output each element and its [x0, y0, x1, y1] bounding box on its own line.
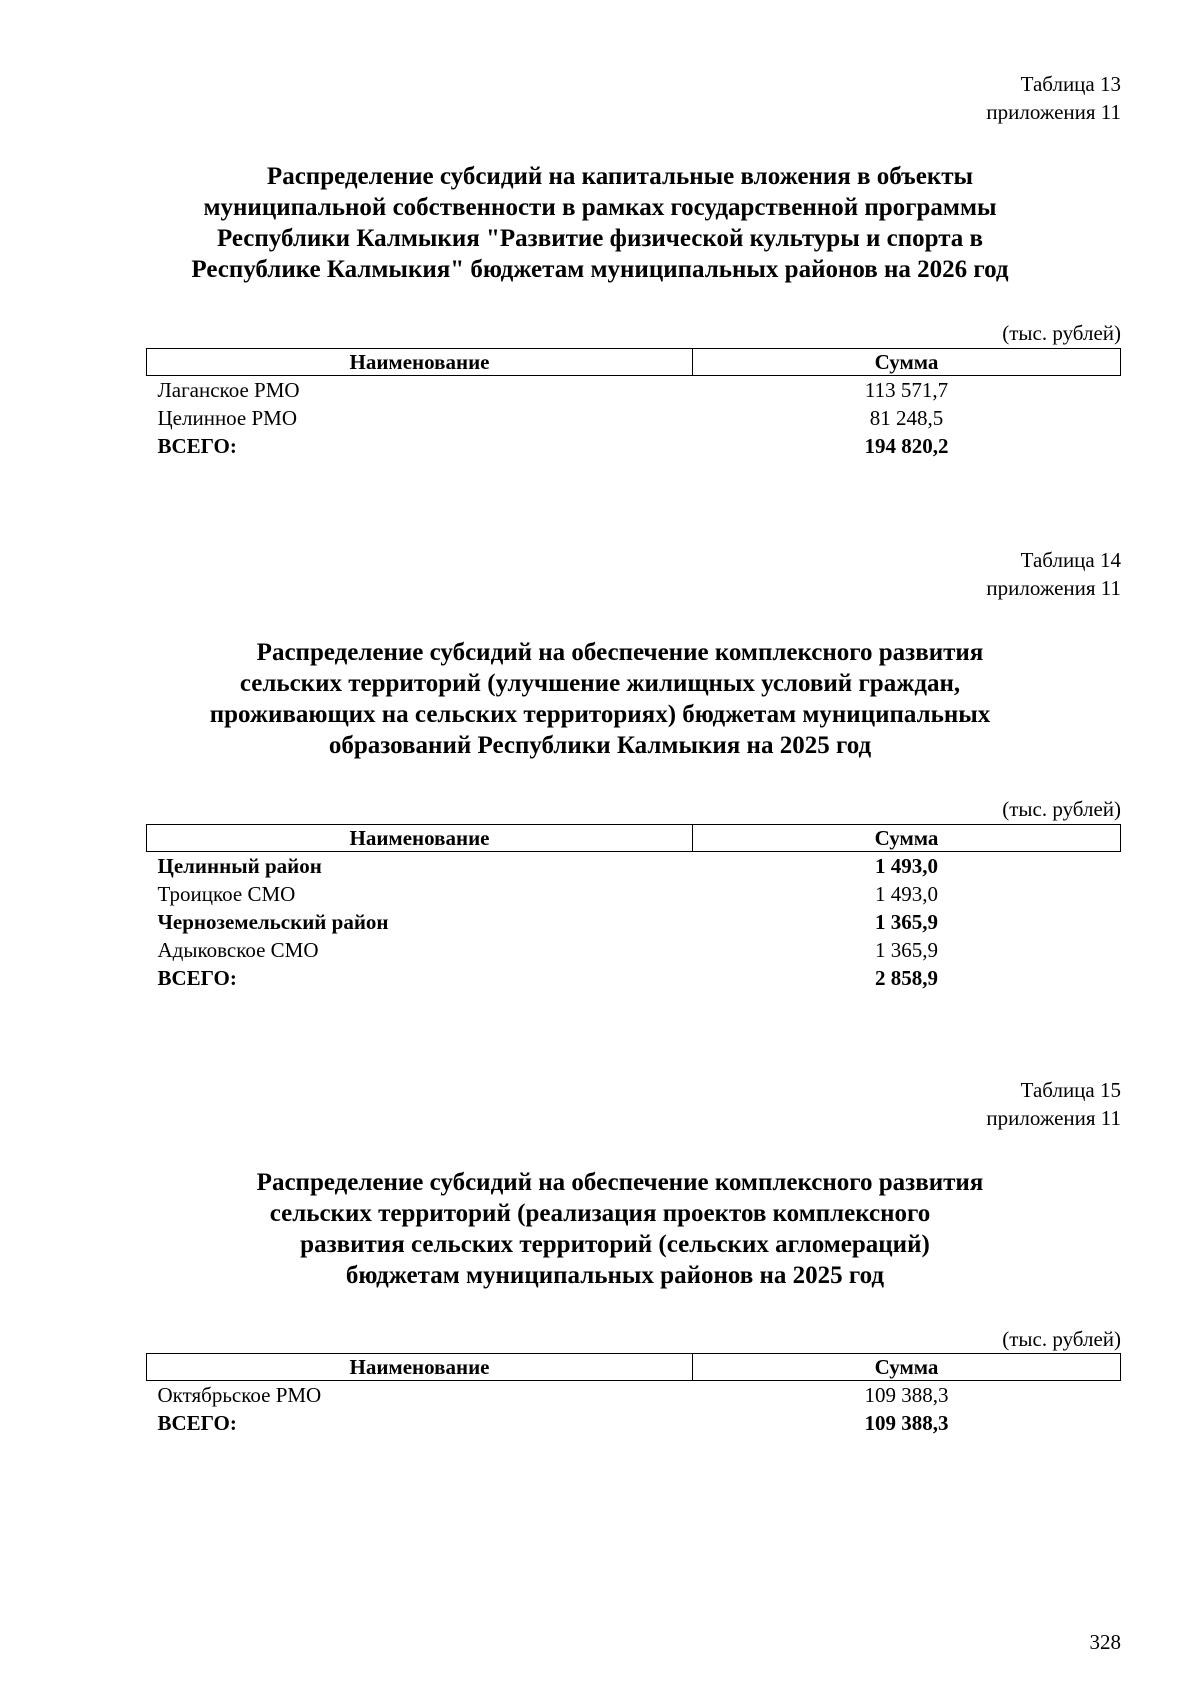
row-name: Целинный район — [157, 854, 322, 878]
column-header-sum: Сумма — [693, 1354, 1121, 1381]
appendix-label: приложения 11 — [986, 1106, 1121, 1130]
row-name: Черноземельский район — [157, 910, 389, 934]
row-sum: 109 388,3 — [864, 1383, 949, 1407]
header-row — [147, 825, 1121, 852]
title-line: развития сельских территорий (сельских агломераций) — [300, 1231, 930, 1258]
table-row — [147, 1381, 1121, 1410]
title-line: проживающих на сельских территориях) бюджетам муниципальных — [209, 701, 991, 728]
row-sum: 81 248,5 — [869, 406, 944, 430]
appendix-label: приложения 11 — [986, 100, 1121, 124]
unit-label: (тыс. рублей) — [1002, 321, 1121, 345]
header-row — [147, 349, 1121, 376]
table-title — [120, 1167, 1080, 1291]
total-row — [147, 964, 1121, 992]
table-row — [147, 908, 1121, 936]
column-header-name: Наименование — [147, 349, 693, 376]
row-name: Адыковское СМО — [157, 938, 319, 962]
title-line: Распределение субсидий на обеспечение комплексного развития — [256, 639, 984, 666]
title-line: Республике Калмыкия" бюджетам муниципальных районов на 2026 год — [191, 256, 1009, 283]
row-sum: 194 820,2 — [864, 434, 949, 458]
appendix-label: приложения 11 — [986, 576, 1121, 600]
table-reference — [986, 70, 1121, 126]
column-header-name: Наименование — [147, 825, 693, 852]
row-name: Лаганское РМО — [157, 378, 300, 402]
row-name: Троицкое СМО — [157, 882, 296, 906]
title-line: Распределение субсидий на обеспечение комплексного развития — [256, 1169, 984, 1196]
data-table — [146, 824, 1121, 992]
total-row — [147, 1409, 1121, 1437]
table-number: Таблица 14 — [1020, 548, 1121, 572]
title-line: муниципальной собственности в рамках государственной программы — [203, 194, 997, 221]
title-line: Республики Калмыкия "Развитие физической культуры и спорта в — [216, 225, 984, 252]
title-line: сельских территорий (реализация проектов комплексного — [269, 1200, 931, 1227]
title-line: сельских территорий (улучшение жилищных условий граждан, — [239, 670, 961, 697]
table-row — [147, 936, 1121, 964]
header-row — [147, 1354, 1121, 1381]
row-name: ВСЕГО: — [157, 1411, 237, 1435]
table-title — [120, 637, 1080, 761]
row-sum: 1 365,9 — [875, 938, 938, 962]
table-row — [147, 376, 1121, 405]
table-reference — [986, 546, 1121, 602]
column-header-sum: Сумма — [693, 349, 1121, 376]
row-sum: 1 493,0 — [875, 854, 938, 878]
table-number: Таблица 13 — [1020, 72, 1121, 96]
total-row — [147, 432, 1121, 460]
row-name: Целинное РМО — [157, 406, 298, 430]
page-number: 328 — [1089, 1630, 1121, 1654]
data-table — [146, 1353, 1121, 1437]
table-row — [147, 404, 1121, 432]
row-sum: 2 858,9 — [875, 966, 938, 990]
row-name: Октябрьское РМО — [157, 1383, 322, 1407]
column-header-sum: Сумма — [693, 825, 1121, 852]
row-name: ВСЕГО: — [157, 966, 237, 990]
title-line: Распределение субсидий на капитальные вложения в объекты — [266, 163, 974, 190]
row-name: ВСЕГО: — [157, 434, 237, 458]
row-sum: 1 365,9 — [875, 910, 938, 934]
table-number: Таблица 15 — [1020, 1078, 1121, 1102]
table-reference — [986, 1076, 1121, 1132]
table-title — [120, 161, 1080, 285]
table-row — [147, 880, 1121, 908]
unit-label: (тыс. рублей) — [1002, 797, 1121, 821]
row-sum: 109 388,3 — [864, 1411, 949, 1435]
table-row — [147, 852, 1121, 881]
row-sum: 113 571,7 — [864, 378, 949, 402]
title-line: бюджетам муниципальных районов на 2025 год — [345, 1262, 885, 1289]
row-sum: 1 493,0 — [875, 882, 938, 906]
data-table — [146, 348, 1121, 460]
unit-label: (тыс. рублей) — [1002, 1327, 1121, 1351]
title-line: образований Республики Калмыкия на 2025 год — [328, 732, 872, 759]
column-header-name: Наименование — [147, 1354, 693, 1381]
